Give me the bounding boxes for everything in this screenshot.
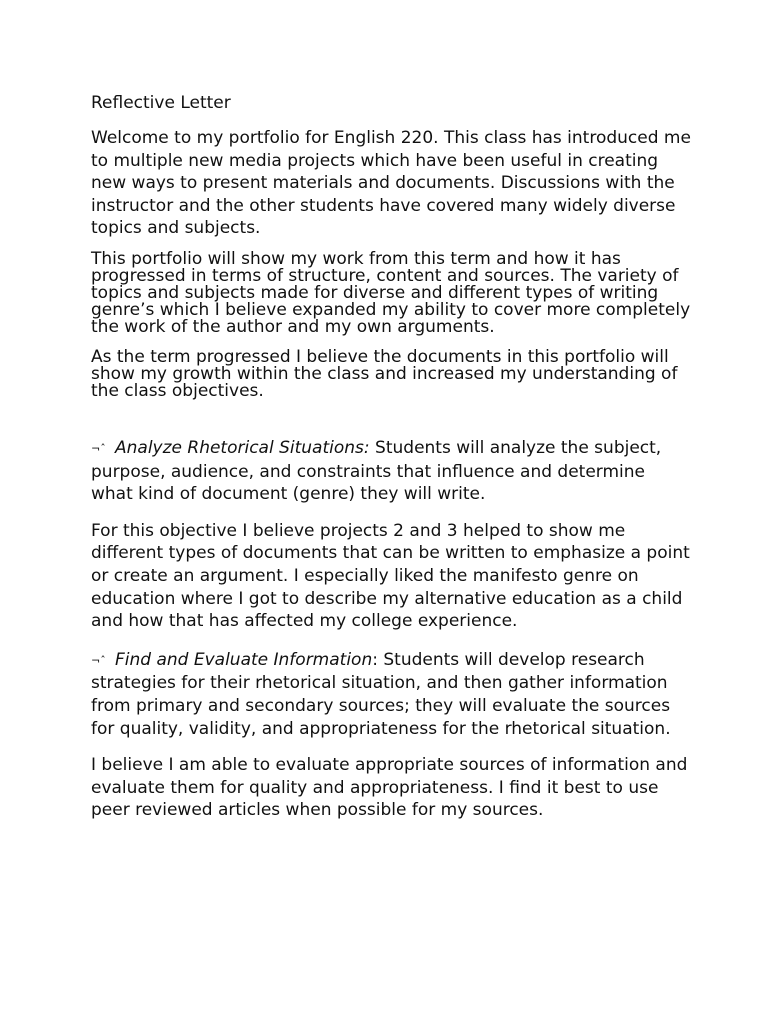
objective-1-heading: Analyze Rhetorical Situations: — [115, 437, 370, 458]
objective-2-response: I believe I am able to evaluate appropriate sources of information and evaluate them for quality and appropriateness. I find it best to use peer reviewed articles when possible for my sources. — [91, 755, 688, 821]
document-title: Reflective Letter — [91, 93, 231, 113]
document-page — [91, 92, 691, 822]
welcome-paragraph: Welcome to my portfolio for English 220. This class has introduced me to multiple new media projects which have been useful in creating new ways to present materials and documents. Discussions with the instructor and the other students have covered many widely diverse topics and subjects. — [91, 128, 691, 239]
objective-2 — [91, 649, 691, 740]
portfolio-paragraph: This portfolio will show my work from this term and how it has progressed in terms of structure, content and sources. The variety of topics and subjects made for diverse and different types of writing genre’s which I believe expanded my ability to cover more completely the work of the author and my own arguments. — [91, 248, 691, 337]
bullet-icon: ¬ˆ — [91, 653, 106, 667]
objective-1-text: Students will analyze the subject, purpose, audience, and constraints that influence and determine what kind of document (genre) they will write. — [91, 437, 662, 505]
objective-2-text: : Students will develop research strategies for their rhetorical situation, and then gather information from primary and secondary sources; they will evaluate the sources for quality, validity, and appropriateness for the rhetorical situation. — [91, 649, 671, 739]
bullet-icon: ¬ˆ — [91, 441, 106, 455]
progress-paragraph: As the term progressed I believe the documents in this portfolio will show my growth within the class and increased my understanding of the class objectives. — [91, 346, 678, 401]
objective-1 — [91, 437, 691, 506]
objective-1-response: For this objective I believe projects 2 and 3 helped to show me different types of documents that can be written to emphasize a point or create an argument. I especially liked the manifesto genre on education where I got to describe my alternative education as a child and how that has affected my college experience. — [91, 520, 690, 632]
objective-2-heading: Find and Evaluate Information — [115, 649, 373, 670]
